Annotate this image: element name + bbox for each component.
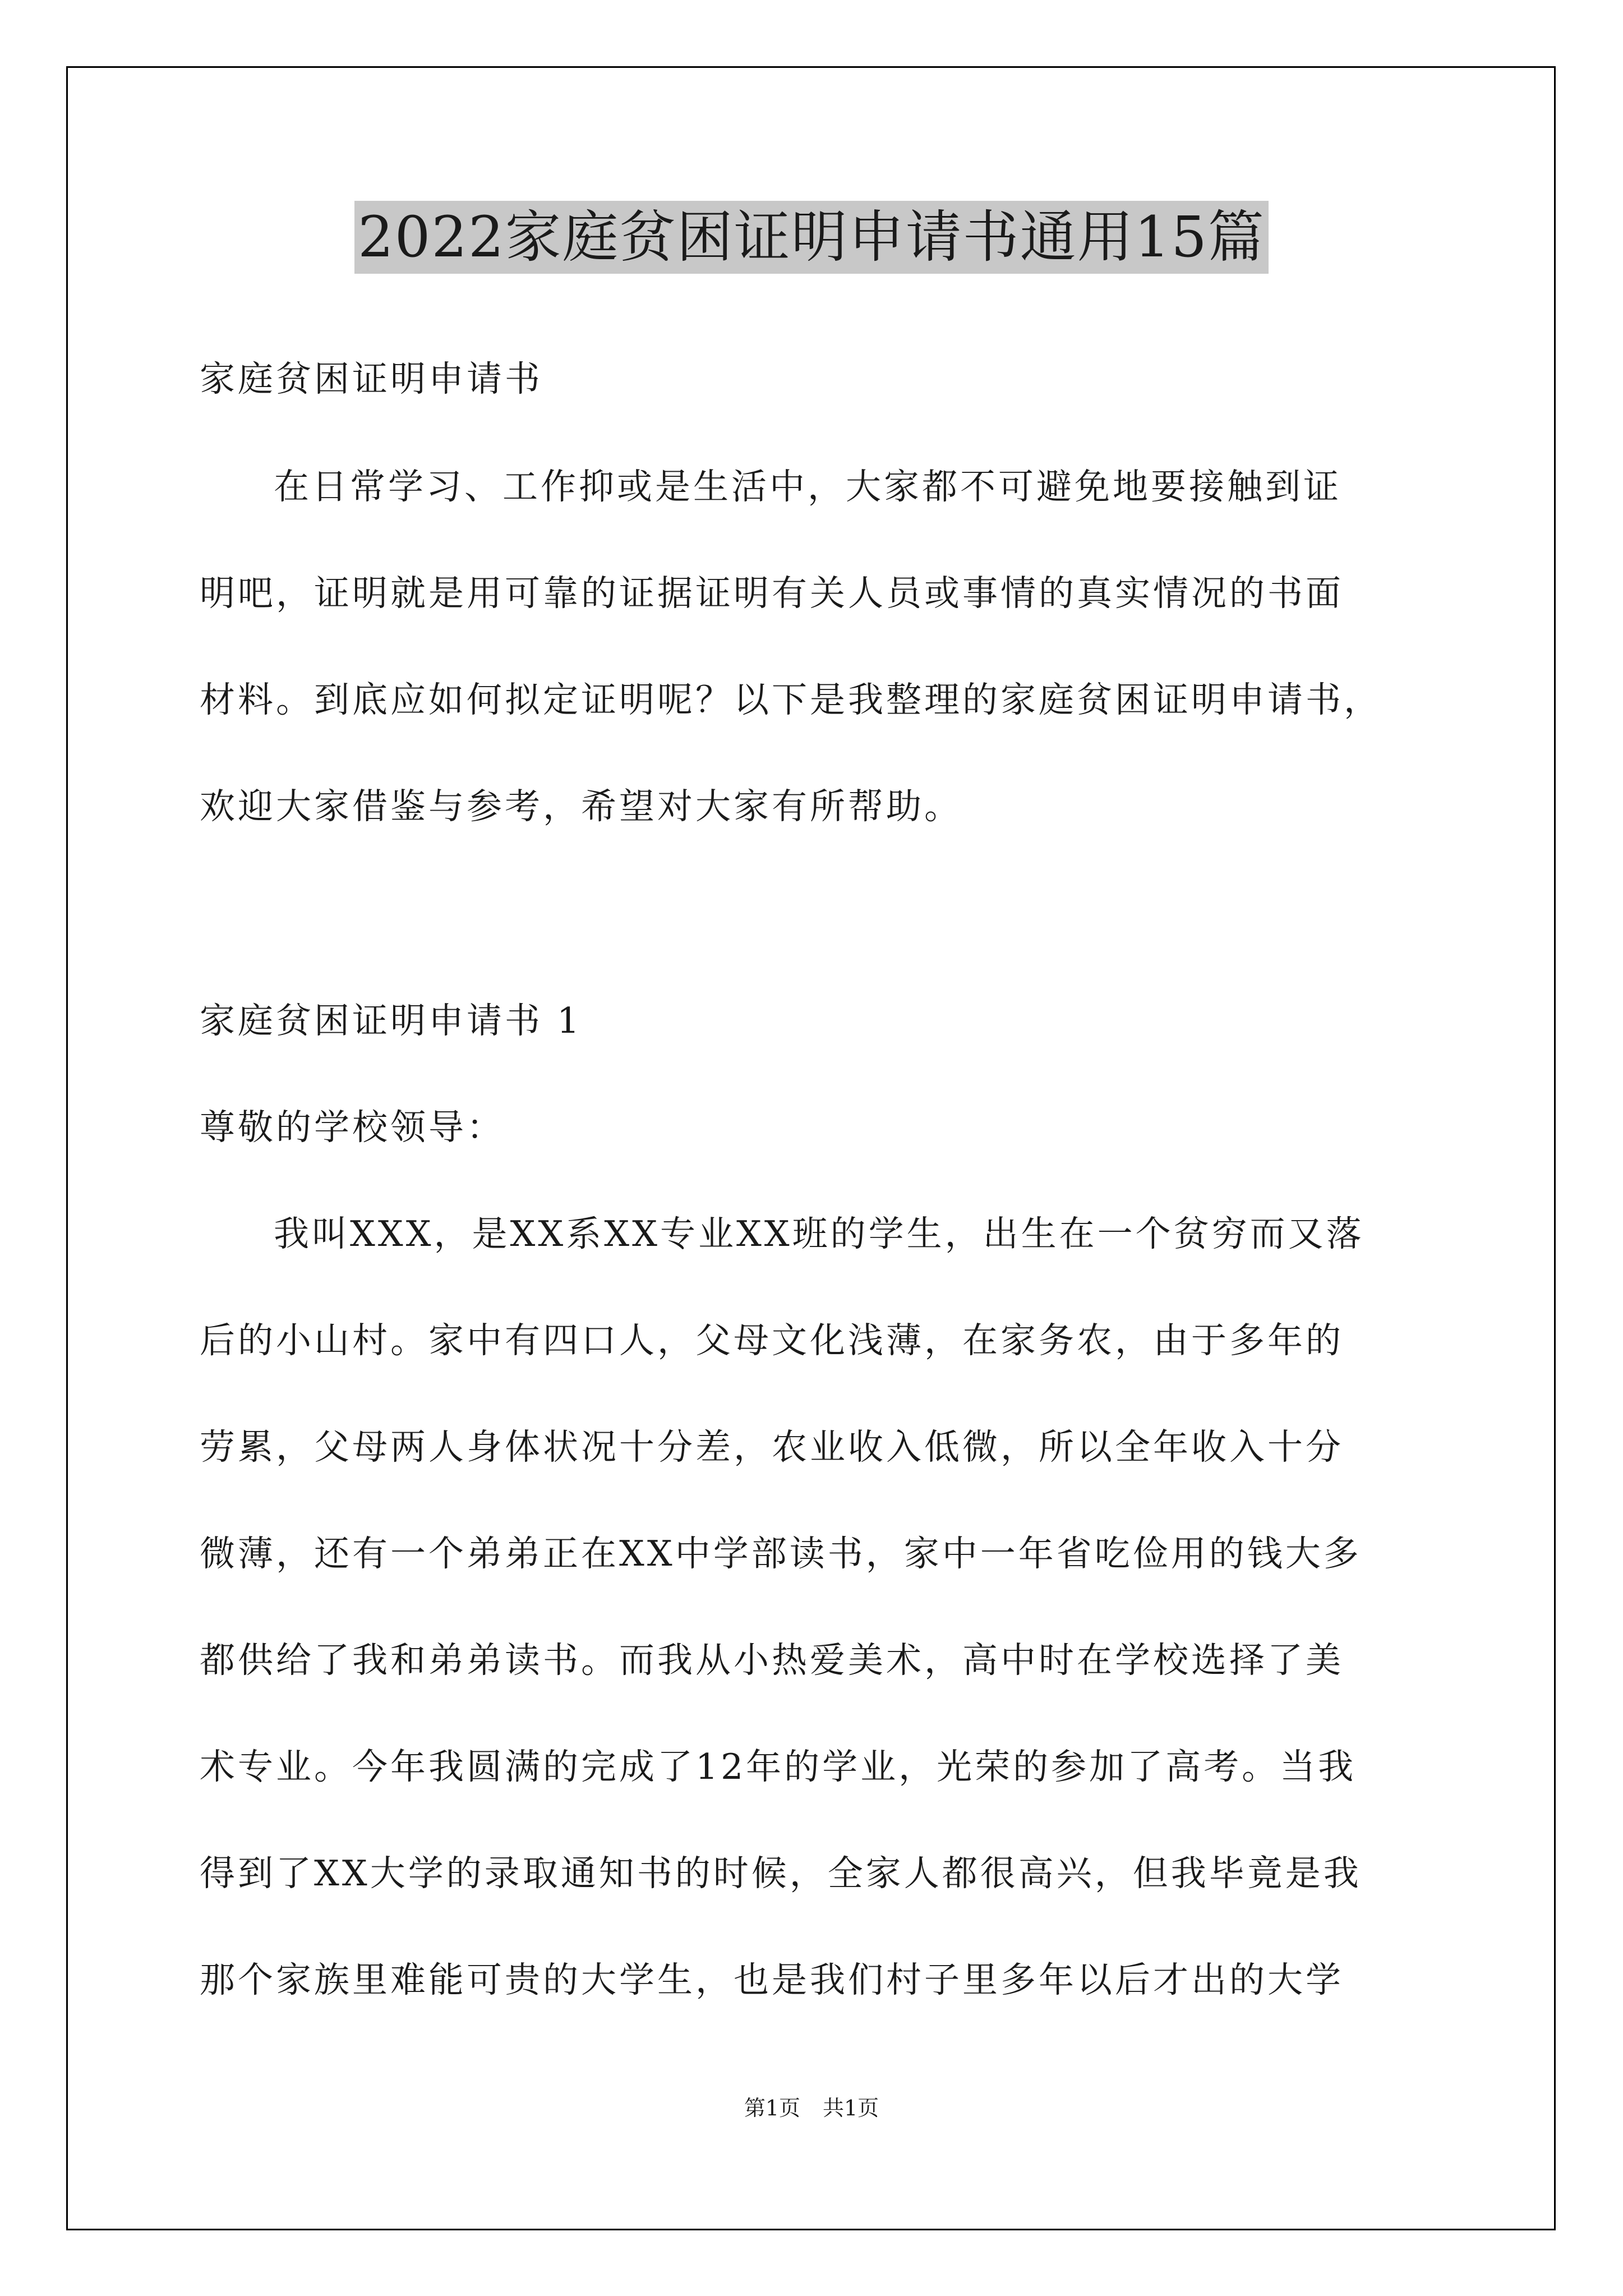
body-line-4: 微薄，还有一个弟弟正在XX中学部读书，家中一年省吃俭用的钱大多 [200,1533,1362,1574]
page-footer [0,2094,1623,2122]
document-title [0,201,1623,274]
page-number: 第1页 [744,2096,800,2120]
body-line-3: 劳累，父母两人身体状况十分差，农业收入低微，所以全年收入十分 [200,1427,1344,1467]
intro-line-3: 材料。到底应如何拟定证明呢？以下是我整理的家庭贫困证明申请书， [200,679,1382,720]
intro-line-4: 欢迎大家借鉴与参考，希望对大家有所帮助。 [200,786,962,827]
document-title-text: 2022家庭贫困证明申请书通用15篇 [354,201,1269,274]
salutation: 尊敬的学校领导： [200,1107,505,1148]
intro-line-1: 在日常学习、工作抑或是生活中，大家都不可避免地要接触到证 [274,466,1341,507]
body-line-7: 得到了XX大学的录取通知书的时候，全家人都很高兴，但我毕竟是我 [200,1853,1362,1894]
body-line-5: 都供给了我和弟弟读书。而我从小热爱美术，高中时在学校选择了美 [200,1640,1344,1681]
intro-line-2: 明吧，证明就是用可靠的证据证明有关人员或事情的真实情况的书面 [200,573,1344,614]
body-line-6: 术专业。今年我圆满的完成了12年的学业，光荣的参加了高考。当我 [200,1746,1357,1787]
body-line-1: 我叫XXX，是XX系XX专业XX班的学生，出生在一个贫穷而又落 [274,1213,1364,1254]
page-total: 共1页 [823,2096,879,2120]
section-heading: 家庭贫困证明申请书 1 [200,1000,583,1041]
body-line-2: 后的小山村。家中有四口人，父母文化浅薄，在家务农，由于多年的 [200,1320,1344,1361]
intro-heading: 家庭贫困证明申请书 [200,358,543,399]
body-line-8: 那个家族里难能可贵的大学生，也是我们村子里多年以后才出的大学 [200,1959,1344,2000]
